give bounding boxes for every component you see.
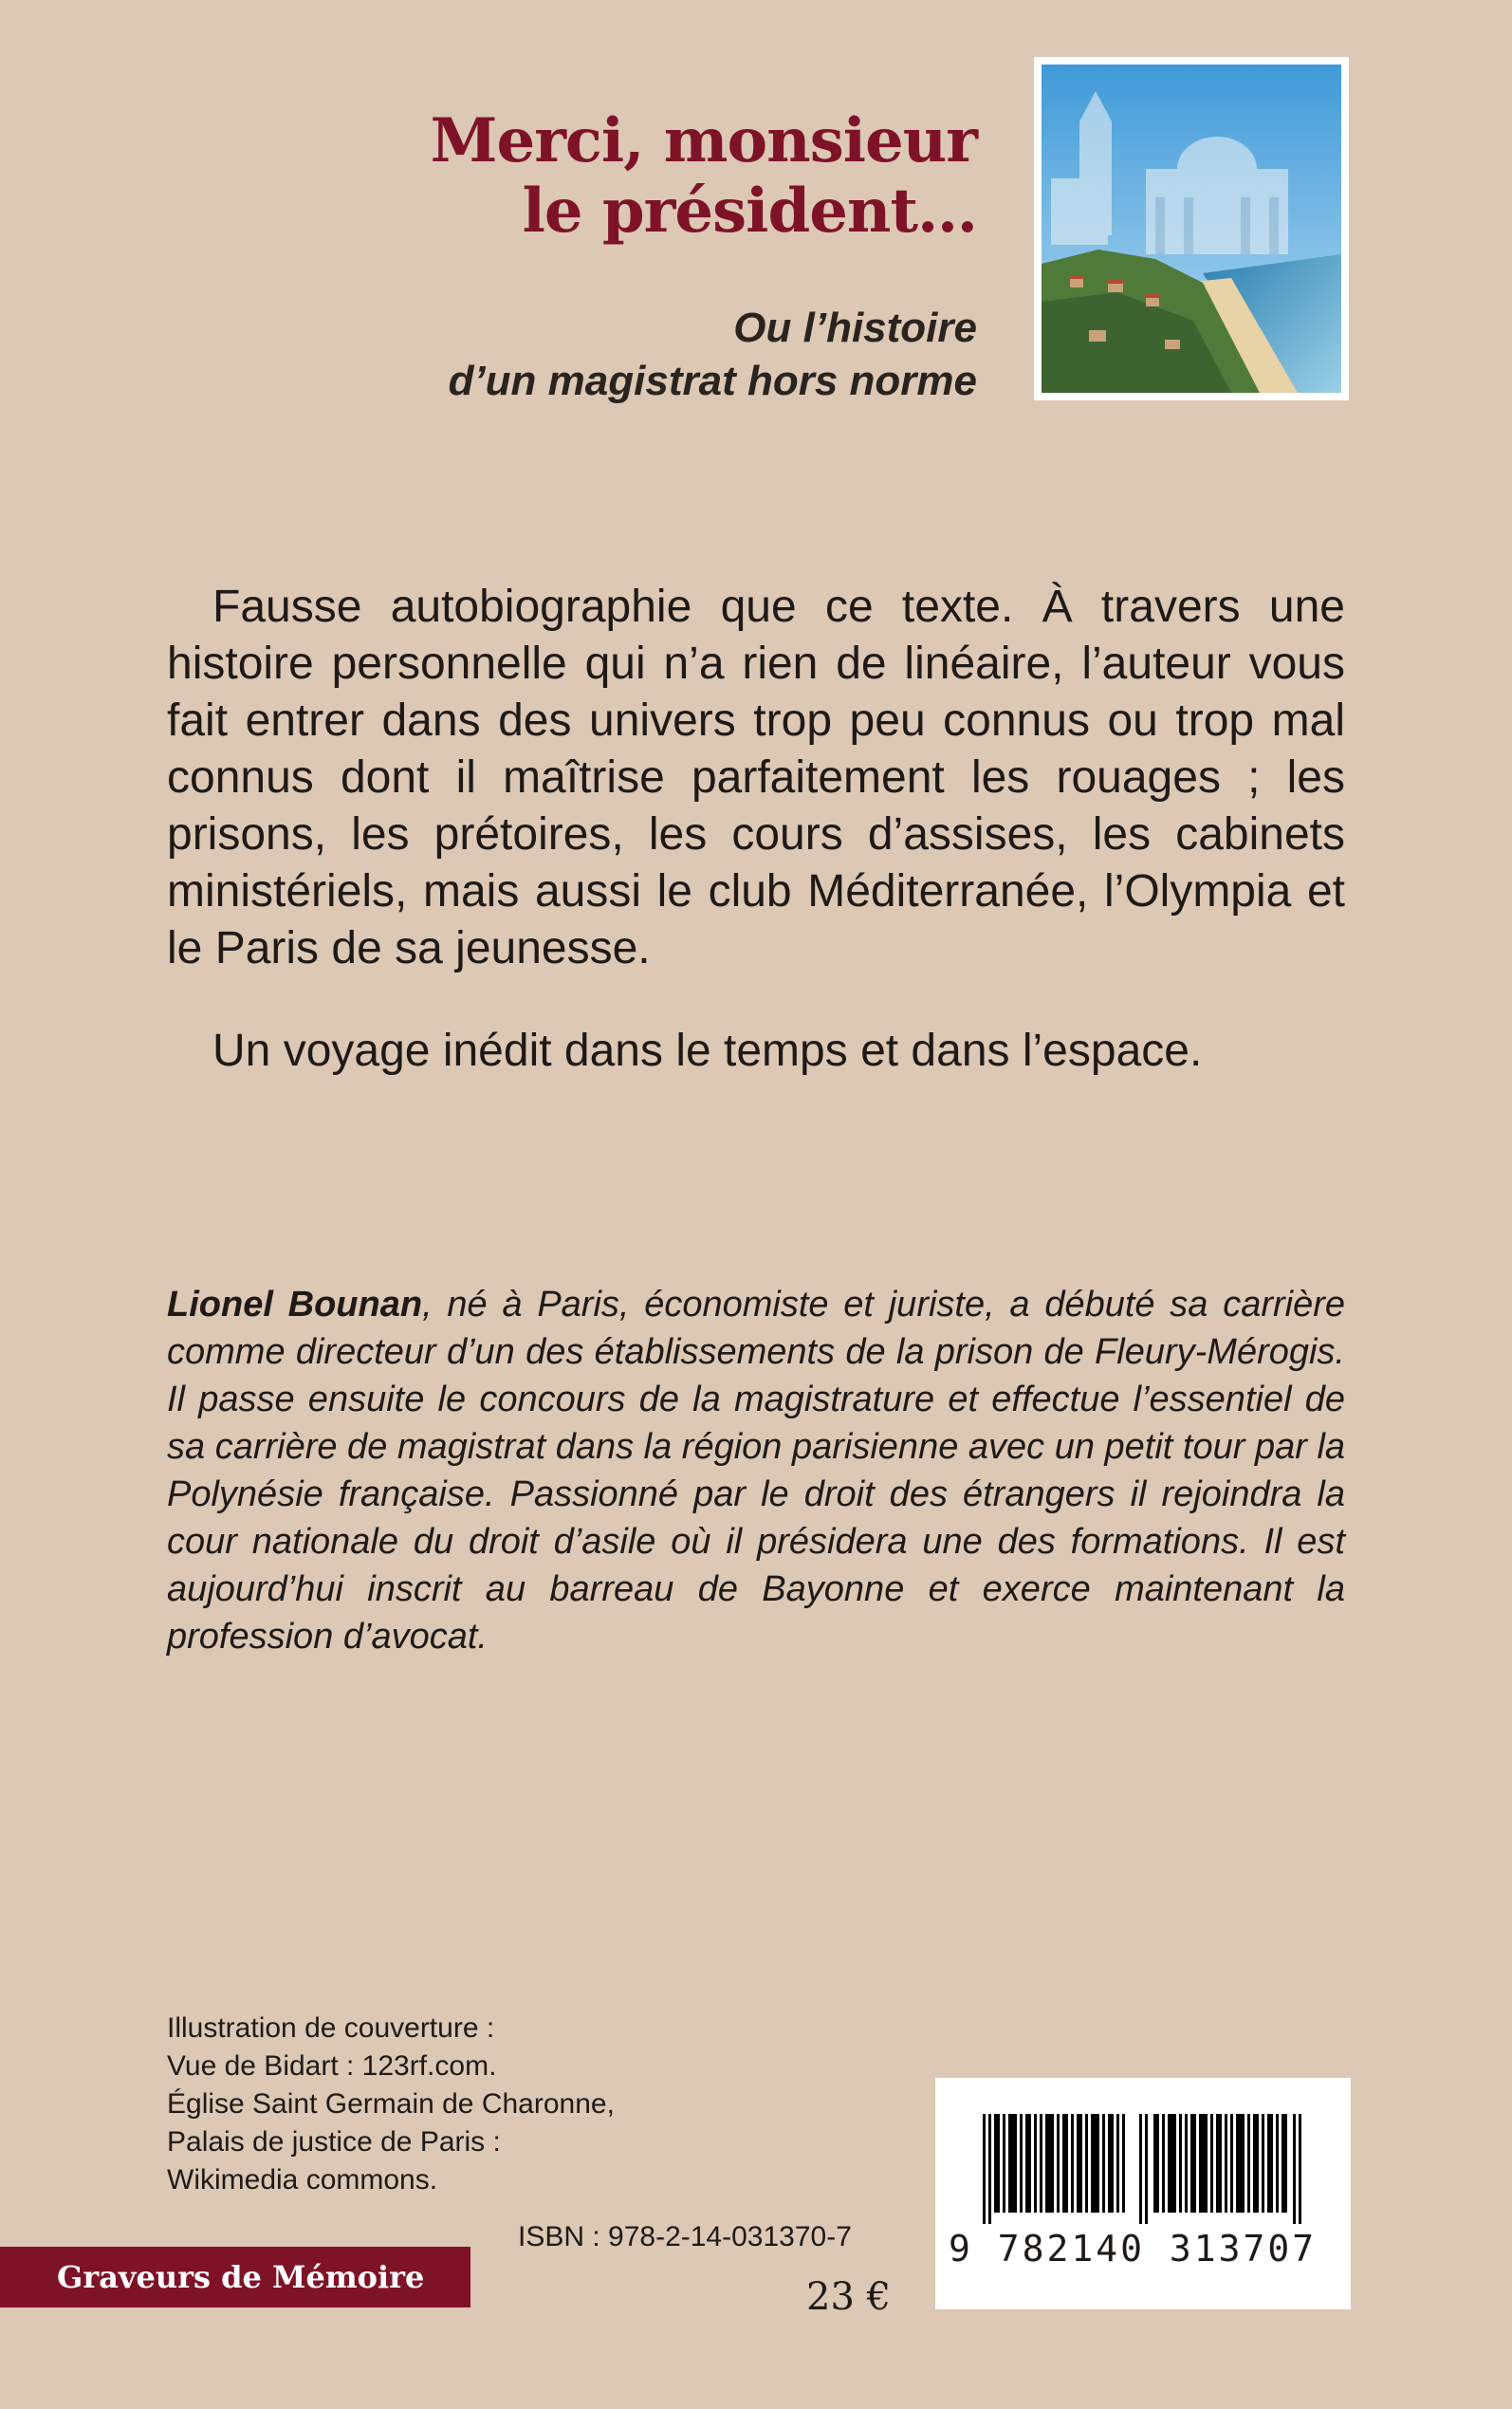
author-bio-text: , né à Paris, économiste et juriste, a débuté sa carrière comme directeur d’un des établissements de la prison de Fleury-Mérogis. Il passe ensuite le concours de la magistrature et effectue l’essentiel de sa carrière de magistrat dans la région parisienne avec un petit tour par la Polynésie française. Passionné par le droit des étrangers il rejoindra la cour nationale du droit d’asile où il présidera une des formations. Il est aujourd’hui inscrit au barreau de Bayonne et exerce maintenant la profession d’avocat. — [167, 1285, 1346, 1657]
book-subtitle — [449, 302, 977, 408]
barcode-icon — [983, 2114, 1305, 2224]
book-subtitle-line-2: d’un magistrat hors norme — [448, 358, 977, 404]
illustration-credits — [167, 2010, 615, 2199]
blurb-paragraph-1: Fausse autobiographie que ce texte. À travers une histoire personnelle qui n’a rien de linéaire, l’auteur vous fait entrer dans des univers trop peu connus ou trop mal connus dont il maîtrise parfaitement les rouages ; les prisons, les prétoires, les cours d’assises, les cabinets ministériels, mais aussi le club Méditerranée, l’Olympia et le Paris de sa jeunesse. — [167, 582, 1345, 973]
credits-line-5: Wikimedia commons. — [167, 2164, 438, 2196]
publisher-banner: Graveurs de Mémoire — [0, 2247, 470, 2307]
credits-line-4: Palais de justice de Paris : — [167, 2126, 501, 2158]
price: 23 € — [806, 2275, 892, 2319]
author-name: Lionel Bounan — [167, 1285, 423, 1325]
author-bio — [167, 1281, 1345, 1660]
isbn: ISBN : 978-2-14-031370-7 — [518, 2221, 852, 2252]
barcode-digits: 9 782140 313707 — [949, 2228, 1318, 2270]
barcode-box — [935, 2078, 1351, 2309]
cover-photo — [1034, 57, 1349, 400]
blurb-paragraph-2: Un voyage inédit dans le temps et dans l’espace. — [212, 1026, 1203, 1076]
credits-line-3: Église Saint Germain de Charonne, — [167, 2088, 615, 2120]
back-cover-blurb — [167, 579, 1345, 1080]
landscape-photo-icon — [1042, 65, 1341, 393]
book-title-line-2: le président… — [522, 176, 977, 247]
book-subtitle-line-1: Ou l’histoire — [733, 305, 977, 351]
book-title-line-1: Merci, monsieur — [430, 105, 977, 176]
book-title — [431, 106, 977, 247]
credits-line-2: Vue de Bidart : 123rf.com. — [167, 2050, 497, 2082]
credits-line-1: Illustration de couverture : — [167, 2012, 495, 2044]
